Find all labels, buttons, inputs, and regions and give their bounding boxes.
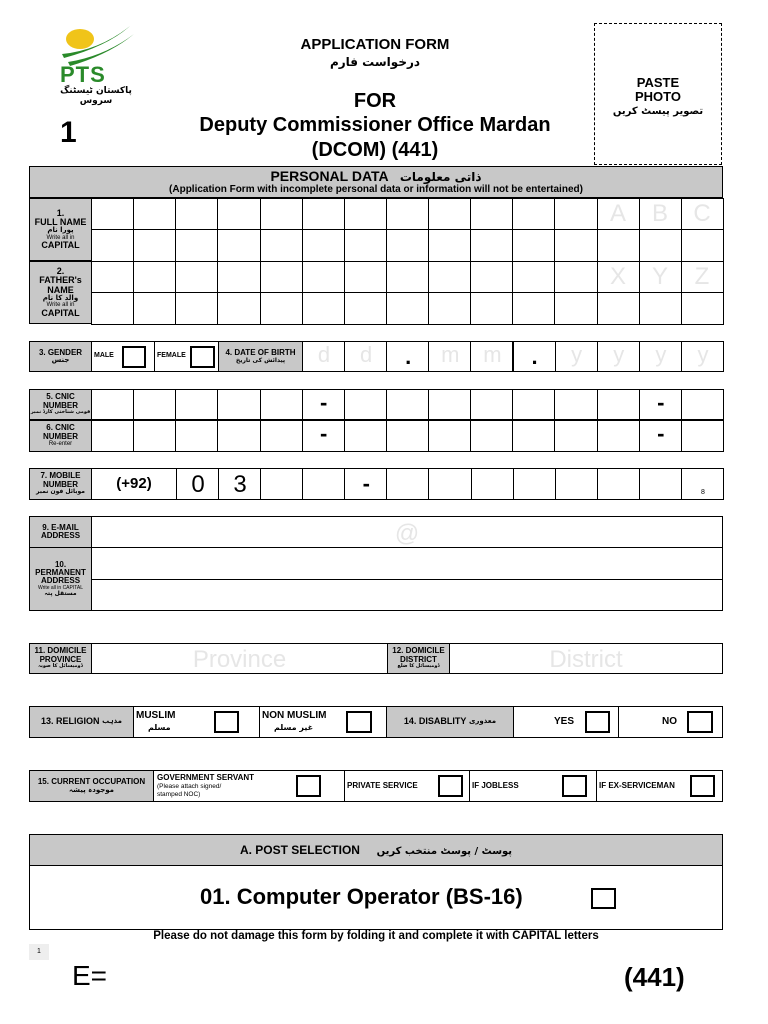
cnic-reenter-box[interactable] — [217, 420, 260, 452]
dob-ghost-letter: y — [613, 342, 625, 367]
non-muslim-urdu: غیر مسلم — [274, 723, 314, 732]
father-name-box[interactable] — [175, 261, 218, 293]
non-muslim-option[interactable] — [259, 706, 387, 738]
full-name-box[interactable] — [217, 229, 260, 262]
full-name-box[interactable] — [554, 229, 597, 262]
full-name-box[interactable] — [302, 198, 345, 230]
occupation-label: 15. CURRENT OCCUPATION موجودہ پیشہ — [29, 770, 154, 802]
gov-servant-note: (Please attach signed/ stamped NOC) — [157, 783, 222, 798]
full-name-ghost-c: C — [693, 200, 711, 227]
photo-label: PASTE PHOTO — [635, 75, 681, 104]
dob-dot: . — [405, 344, 412, 369]
email-field[interactable] — [91, 516, 723, 548]
full-name-box[interactable] — [386, 198, 429, 230]
cnic-label: 5. CNIC NUMBER قومی شناختی کارڈ نمبر — [29, 389, 92, 420]
personal-data-title: PERSONAL DATA — [270, 168, 389, 184]
male-option[interactable] — [91, 341, 155, 372]
cnic-box[interactable] — [344, 389, 387, 420]
cnic-dash: - — [320, 421, 328, 446]
dob-box[interactable] — [344, 341, 387, 372]
dob-box[interactable] — [681, 341, 724, 372]
footer-page-small: 1 — [29, 944, 49, 960]
muslim-option[interactable] — [133, 706, 260, 738]
mobile-box[interactable] — [386, 468, 429, 500]
father-name-box[interactable] — [175, 292, 218, 325]
full-name-box[interactable] — [344, 229, 387, 262]
full-name-label: 1. FULL NAME پورا نام Write all in CAPITAL — [29, 198, 92, 261]
photo-urdu: تصویر پیسٹ کریں — [612, 106, 704, 117]
full-name-ghost-b: B — [651, 200, 668, 227]
footer-code: (441) — [624, 962, 685, 992]
male-label: MALE — [94, 352, 114, 359]
dob-dot: . — [531, 344, 538, 369]
dob-ghost-letter: m — [441, 342, 460, 367]
father-name-box[interactable] — [133, 292, 176, 325]
father-name-box[interactable] — [302, 261, 345, 293]
mobile-box[interactable] — [218, 468, 261, 500]
muslim-checkbox[interactable] — [214, 711, 239, 733]
mobile-box[interactable] — [639, 468, 682, 500]
cnic-reenter-box[interactable] — [344, 420, 387, 452]
full-name-box[interactable] — [597, 229, 640, 262]
domicile-province-field[interactable] — [91, 643, 388, 674]
gov-servant-option[interactable] — [153, 770, 345, 802]
full-name-box[interactable] — [554, 198, 597, 230]
cnic-dash: - — [657, 390, 665, 415]
address-line-1[interactable] — [91, 547, 723, 580]
full-name-box[interactable] — [639, 229, 682, 262]
cnic-reenter-box[interactable] — [470, 420, 513, 452]
cnic-reenter-label: 6. CNIC NUMBER Re-enter — [29, 420, 92, 452]
full-name-box[interactable] — [175, 229, 218, 262]
father-name-box[interactable] — [344, 292, 387, 325]
cnic-box[interactable] — [597, 389, 640, 420]
dob-box[interactable] — [302, 341, 345, 372]
cnic-box[interactable] — [512, 389, 555, 420]
cnic-reenter-box[interactable] — [428, 420, 471, 452]
full-name-box[interactable] — [302, 229, 345, 262]
female-checkbox[interactable] — [190, 346, 215, 368]
pts-logo — [50, 24, 140, 106]
full-name-ghost-a: A — [609, 200, 626, 227]
dob-ghost-letter: m — [483, 342, 502, 367]
mobile-country-code: (+92) — [91, 468, 177, 500]
office-name: Deputy Commissioner Office Mardan — [199, 114, 551, 136]
full-name-box[interactable] — [260, 229, 303, 262]
page-number-big: 1 — [60, 116, 77, 149]
father-name-box[interactable] — [302, 292, 345, 325]
father-name-box[interactable] — [470, 261, 513, 293]
mobile-box[interactable] — [471, 468, 514, 500]
full-name-box[interactable] — [91, 229, 134, 262]
cnic-dash: - — [320, 390, 328, 415]
private-service-checkbox[interactable] — [438, 775, 463, 797]
father-name-box[interactable] — [428, 261, 471, 293]
photo-box[interactable] — [594, 23, 722, 165]
cnic-reenter-box[interactable] — [681, 420, 724, 452]
mobile-box[interactable] — [260, 468, 303, 500]
full-name-box[interactable] — [175, 198, 218, 230]
father-name-box[interactable] — [133, 261, 176, 293]
personal-data-header — [29, 166, 723, 198]
dob-label: 4. DATE OF BIRTH پیدائش کی تاریخ — [218, 341, 303, 372]
address-label: 10. PERMANENT ADDRESS Write all in CAPITAL مستقل پتہ — [29, 547, 92, 611]
post-selection-header — [29, 834, 723, 866]
mobile-box[interactable] — [302, 468, 345, 500]
father-name-box[interactable] — [512, 261, 555, 293]
dob-box[interactable] — [555, 341, 598, 372]
post-item-checkbox[interactable] — [591, 888, 616, 909]
father-name-box[interactable] — [386, 292, 429, 325]
father-ghost-x: X — [609, 263, 626, 290]
religion-label: 13. RELIGION مذہب — [29, 706, 134, 738]
male-checkbox[interactable] — [122, 346, 146, 368]
female-label: FEMALE — [157, 352, 186, 359]
mobile-separator — [344, 468, 387, 500]
mobile-digit-3: 3 — [233, 471, 247, 498]
district-ghost: District — [549, 646, 623, 673]
no-label: NO — [662, 716, 677, 727]
dob-separator — [386, 341, 429, 372]
full-name-box[interactable] — [133, 229, 176, 262]
cnic-reenter-box[interactable] — [554, 420, 597, 452]
mobile-label: 7. MOBILE NUMBER موبائل فون نمبر — [29, 468, 92, 500]
post-selection-title: A. POST SELECTION — [239, 843, 360, 857]
father-name-box[interactable] — [217, 261, 260, 293]
mobile-box[interactable] — [176, 468, 219, 500]
cnic-separator — [302, 389, 345, 420]
father-name-box[interactable] — [344, 261, 387, 293]
father-name-box[interactable] — [91, 261, 134, 293]
father-name-box[interactable] — [386, 261, 429, 293]
cnic-box[interactable] — [217, 389, 260, 420]
cnic-box[interactable] — [470, 389, 513, 420]
mobile-box[interactable] — [681, 468, 724, 500]
mobile-box[interactable] — [555, 468, 598, 500]
jobless-checkbox[interactable] — [562, 775, 587, 797]
disability-yes-option[interactable] — [513, 706, 619, 738]
domicile-district-field[interactable] — [449, 643, 723, 674]
footer-mark: E= — [72, 960, 108, 991]
cnic-dash: - — [657, 421, 665, 446]
private-service-label: PRIVATE SERVICE — [347, 781, 418, 790]
form-title-urdu: درخواست فارم — [329, 55, 421, 69]
dob-ghost-letter: d — [360, 342, 373, 367]
father-name-box[interactable] — [91, 292, 134, 325]
yes-checkbox[interactable] — [585, 711, 610, 733]
dob-ghost-letter: y — [697, 342, 709, 367]
mobile-digit-0: 0 — [191, 471, 205, 498]
full-name-box[interactable] — [428, 198, 471, 230]
post-selection-title-urdu: پوسٹ / پوسٹ منتخب کریں — [376, 846, 513, 857]
jobless-option[interactable] — [469, 770, 597, 802]
footer-note: Please do not damage this form by folding it and complete it with CAPITAL letters — [153, 930, 599, 942]
father-name-box[interactable] — [681, 292, 724, 325]
father-name-box[interactable] — [554, 261, 597, 293]
mobile-box[interactable] — [513, 468, 556, 500]
father-name-box[interactable] — [217, 292, 260, 325]
ex-serviceman-option[interactable] — [596, 770, 723, 802]
cnic-box[interactable] — [91, 389, 134, 420]
cnic-box[interactable] — [681, 389, 724, 420]
form-title: APPLICATION FORM — [300, 36, 450, 53]
disability-label: 14. DISABLITY معذوری — [386, 706, 514, 738]
address-line-2[interactable] — [91, 579, 723, 611]
for-label: FOR — [353, 90, 397, 112]
dob-ghost-letter: y — [655, 342, 667, 367]
full-name-box[interactable] — [344, 198, 387, 230]
mobile-small-number: 8 — [701, 489, 705, 496]
full-name-box[interactable] — [217, 198, 260, 230]
father-name-box[interactable] — [512, 292, 555, 325]
personal-data-title-urdu: ذاتی معلومات — [399, 170, 482, 184]
province-ghost: Province — [192, 646, 287, 673]
father-name-box[interactable] — [260, 261, 303, 293]
cnic-reenter-box[interactable] — [597, 420, 640, 452]
non-muslim-label: NON MUSLIM — [262, 710, 327, 721]
ex-serviceman-label: IF EX-SERVICEMAN — [599, 781, 675, 790]
dob-ghost-letter: d — [317, 342, 331, 367]
cnic-box[interactable] — [386, 389, 429, 420]
no-checkbox[interactable] — [687, 711, 713, 733]
domicile-province-label: 11. DOMICILE PROVINCE ڈومیسائل کا صوبہ — [29, 643, 92, 674]
dob-box[interactable] — [597, 341, 640, 372]
cnic-box[interactable] — [554, 389, 597, 420]
cnic-reenter-box[interactable] — [512, 420, 555, 452]
mobile-box[interactable] — [597, 468, 640, 500]
personal-data-note: (Application Form with incomplete personal data or information will not be entertained) — [169, 184, 583, 195]
logo-text: PTS — [60, 62, 106, 87]
gov-servant-checkbox[interactable] — [296, 775, 321, 797]
father-ghost-y: Y — [651, 263, 668, 290]
full-name-box[interactable] — [512, 229, 555, 262]
private-service-option[interactable] — [344, 770, 470, 802]
mobile-dash: - — [362, 471, 370, 496]
ex-serviceman-checkbox[interactable] — [690, 775, 715, 797]
cnic-box[interactable] — [260, 389, 303, 420]
father-name-box[interactable] — [554, 292, 597, 325]
father-name-box[interactable] — [428, 292, 471, 325]
full-name-box[interactable] — [681, 229, 724, 262]
post-item-computer-operator: 01. Computer Operator (BS-16) — [200, 884, 523, 909]
disability-no-option[interactable] — [618, 706, 723, 738]
office-code: (DCOM) (441) — [311, 139, 439, 161]
female-option[interactable] — [154, 341, 219, 372]
father-name-box[interactable] — [639, 292, 682, 325]
cnic-separator — [302, 420, 345, 452]
cnic-reenter-box[interactable] — [91, 420, 134, 452]
dob-box[interactable] — [428, 341, 471, 372]
full-name-box[interactable] — [470, 198, 513, 230]
post-selection-body — [29, 865, 723, 930]
muslim-urdu: مسلم — [148, 723, 171, 732]
email-label: 9. E-MAIL ADDRESS — [29, 516, 92, 548]
dob-box[interactable] — [639, 341, 682, 372]
cnic-reenter-box[interactable] — [175, 420, 218, 452]
father-ghost-z: Z — [694, 263, 710, 290]
cnic-box[interactable] — [175, 389, 218, 420]
father-name-box[interactable] — [260, 292, 303, 325]
cnic-reenter-box[interactable] — [133, 420, 176, 452]
gov-servant-label: GOVERNMENT SERVANT — [157, 773, 255, 782]
logo-urdu: پاکستان ٹیسٹنگ سروس — [60, 86, 132, 106]
full-name-box[interactable] — [133, 198, 176, 230]
cnic-reenter-box[interactable] — [260, 420, 303, 452]
full-name-box[interactable] — [428, 229, 471, 262]
domicile-district-label: 12. DOMICILE DISTRICT ڈومیسائل کا ضلع — [387, 643, 450, 674]
full-name-box[interactable] — [91, 198, 134, 230]
father-name-box[interactable] — [597, 292, 640, 325]
cnic-separator — [639, 389, 682, 420]
muslim-label: MUSLIM — [136, 710, 176, 721]
mobile-box[interactable] — [428, 468, 471, 500]
full-name-box[interactable] — [260, 198, 303, 230]
jobless-label: IF JOBLESS — [472, 781, 519, 790]
full-name-box[interactable] — [470, 229, 513, 262]
dob-ghost-letter: y — [571, 342, 583, 367]
cnic-box[interactable] — [428, 389, 471, 420]
dob-separator — [513, 341, 556, 372]
full-name-box[interactable] — [386, 229, 429, 262]
email-ghost-at: @ — [394, 520, 420, 547]
non-muslim-checkbox[interactable] — [346, 711, 372, 733]
gender-label: 3. GENDER جنس — [29, 341, 92, 372]
father-name-box[interactable] — [470, 292, 513, 325]
cnic-box[interactable] — [133, 389, 176, 420]
father-name-label: 2. FATHER's NAME والد کا نام Write all in CAPITAL — [29, 261, 92, 324]
full-name-box[interactable] — [512, 198, 555, 230]
cnic-reenter-box[interactable] — [386, 420, 429, 452]
yes-label: YES — [554, 716, 575, 727]
dob-box[interactable] — [470, 341, 513, 372]
cnic-separator — [639, 420, 682, 452]
